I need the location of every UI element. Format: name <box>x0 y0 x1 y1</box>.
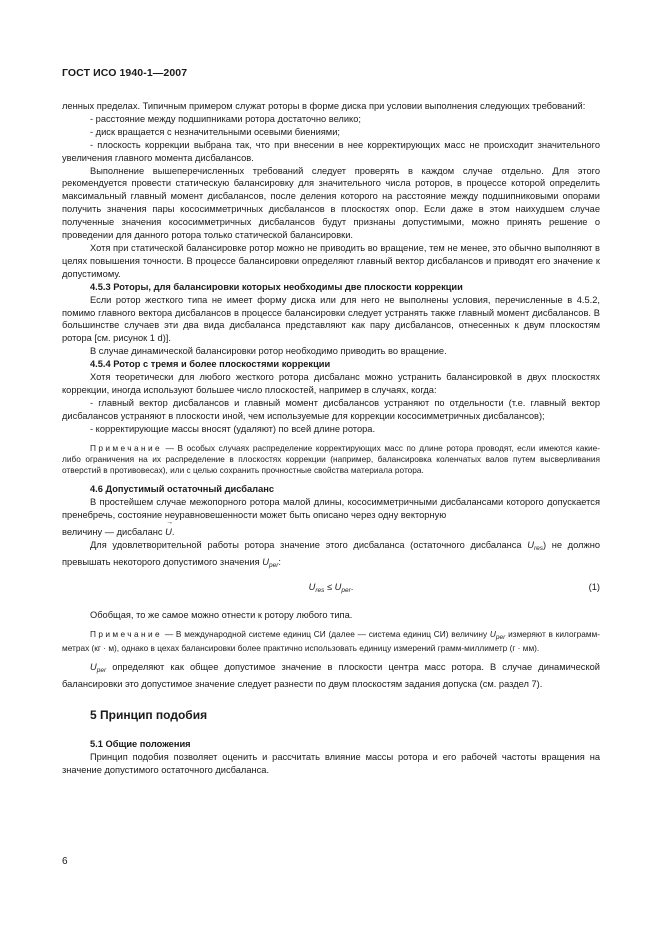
paragraph: величину — дисбаланс → U. <box>62 519 175 538</box>
subsection-heading-5-1: 5.1 Общие положения <box>90 739 191 750</box>
note: Примечание — В международной системе единиц СИ (далее — система единиц СИ) величину $U_{per}$ измеряют в килограмм-метрах (кг · м), однако в цехах балансировки более практично использовать единицу измерений грамм-миллиметр (г · мм). <box>62 628 600 654</box>
paragraph: Хотя теоретически для любого жесткого ротора дисбаланс можно устранить балансировкой в двух плоскостях коррекции, иногда используют большее число плоскостей, например в случаях, когда: <box>62 372 600 395</box>
note-text: — В особых случаях распределение корректирующих масс по длине ротора проводят, если имеются какие-либо ограничения на их распределение в плоскостях коррекции (например, балансировка коленчатых валов путем высверливания отверстий в противовесах), или с целью сохранить прочностные свойства материала ротора. <box>62 442 600 476</box>
paragraph: $U_{per}$ определяют как общее допустимое значение в плоскости центра масс ротора. В случае динамической балансировки это допустимое значение следует разнести по двум плоскостям задания допуска (см. раздел 7). <box>62 662 600 690</box>
vector-u-symbol: → U <box>165 519 174 538</box>
paragraph: Выполнение вышеперечисленных требований следует проверять в каждом случае отдельно. Для этого рекомендуется провести статическую балансировку для значительного числа роторов, в процессе которой определить максимальный главный момент дисбалансов, после деления которого на расстояние между подшипниковыми опорами получить значения пары кососимметричных дисбалансов в плоскостях опор. Если даже в этом наихудшем случае полученные значения кососимметричных дисбалансов будут признаны допустимыми, можно принять решение о проведении для данного ротора только статической балансировки. <box>62 165 600 241</box>
page-number: 6 <box>62 856 68 867</box>
paragraph: Обобщая, то же самое можно отнести к ротору любого типа. <box>90 609 353 620</box>
subsection-heading-4-5-3: 4.5.3 Роторы, для балансировки которых необходимы две плоскости коррекции <box>90 281 463 292</box>
list-item: - плоскость коррекции выбрана так, что при внесении в нее корректирующих масс не происходит значительного увеличения главного момента дисбалансов. <box>62 139 600 163</box>
paragraph: В случае динамической балансировки ротор необходимо приводить во вращение. <box>90 346 447 357</box>
list-item: - корректирующие массы вносят (удаляют) по всей длине ротора. <box>90 423 376 434</box>
formula-1 <box>62 581 600 597</box>
paragraph: Принцип подобия позволяет оценить и рассчитать влияние массы ротора и его рабочей частоты вращения на значение допустимого остаточного дисбаланса. <box>62 752 600 775</box>
paragraph: ленных пределах. Типичным примером служат роторы в форме диска при условии выполнения следующих требований: <box>62 101 586 111</box>
running-header: ГОСТ ИСО 1940-1—2007 <box>62 67 188 79</box>
paragraph: Для удовлетворительной работы ротора значение этого дисбаланса (остаточного дисбаланса $U_{res}$) не должно превышать некоторого допустимого значения $U_{per}$: <box>62 540 600 569</box>
subsection-heading-4-6: 4.6 Допустимый остаточный дисбаланс <box>90 484 275 495</box>
formula-number: (1) <box>588 581 600 592</box>
paragraph-text: величину — дисбаланс <box>62 527 163 538</box>
paragraph: В простейшем случае межопорного ротора малой длины, кососимметричными дисбалансами которого допускается пренебречь, состояние неуравновешенности может быть описано через одну векторную <box>62 497 600 521</box>
section-heading-5: 5 Принцип подобия <box>90 708 208 723</box>
paragraph: Если ротор жесткого типа не имеет форму диска или для него не выполнены условия, перечисленные в 4.5.2, помимо главного вектора дисбалансов в процессе балансировки следует устранять также главный момент дисбалансов. В большинстве случаев эти два вида дисбаланса представляют как пару дисбалансов, отнесенных к двум плоскостям ротора [см. рисунок 1 d)]. <box>62 294 600 344</box>
note <box>62 443 600 477</box>
list-item: - главный вектор дисбалансов и главный момент дисбалансов устраняют по отдельности (т.е. главный вектор дисбалансов устраняют в плоскости иной, чем используемые для коррекции кососимметричных дисбалансов); <box>62 397 600 421</box>
subsection-heading-4-5-4: 4.5.4 Ротор с тремя и более плоскостями коррекции <box>90 359 331 370</box>
list-item: - диск вращается с незначительными осевыми биениями; <box>90 126 340 137</box>
document-body <box>62 100 600 777</box>
note-label: Примечание <box>90 442 163 453</box>
paragraph: Хотя при статической балансировке ротор можно не приводить во вращение, тем не менее, это обычно выполняют в целях повышения точности. В процессе балансировки определяют главный вектор дисбалансов и приводят его значение к допустимому. <box>62 242 600 279</box>
formula-expression: $U_{res} \le U_{per}$. <box>308 581 354 594</box>
list-item: - расстояние между подшипниками ротора достаточно велико; <box>90 113 361 124</box>
note-label: Примечание <box>90 628 163 639</box>
